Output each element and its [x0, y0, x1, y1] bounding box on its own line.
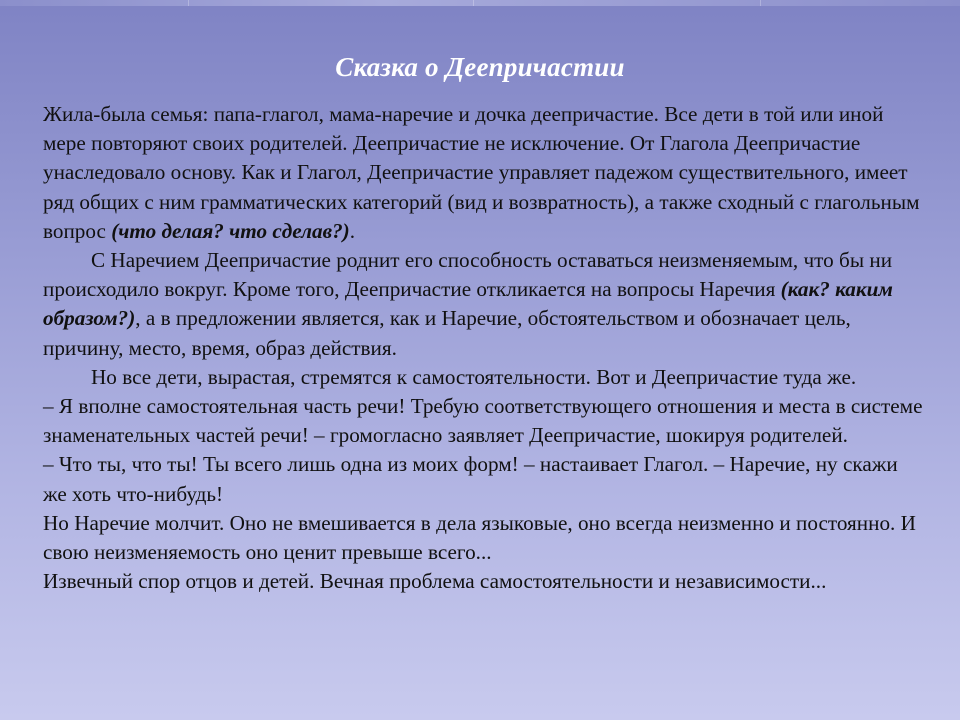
story-paragraph [43, 100, 923, 246]
paragraph-text: Но Наречие молчит. Оно не вмешивается в дела языковые, оно всегда неизменно и постоянно. И свою неизменяемость оно ценит превыше всего... [43, 510, 916, 565]
story-paragraph [43, 246, 923, 363]
band-segment [0, 0, 189, 6]
emphasized-question: (что делая? что сделав?) [111, 218, 350, 243]
paragraph-text: – Я вполне самостоятельная часть речи! Требую соответствующего отношения и места в системе знаменательных частей речи! – громогласно заявляет Деепричастие, шокируя родителей. [43, 394, 923, 448]
story-text-body [43, 100, 923, 596]
paragraph-text: Жила-была семья: папа-глагол, мама-наречие и дочка деепричастие. Все дети в той или иной мере повторяют своих родителей. Деепричастие не исключение. От Глагола Деепричастие унаследовало основу. Как и Глагол, Деепричастие управляет падежом существительного, имеет ряд общих с ним грамматических категорий (вид и возвратность), а также сходный с глагольным вопрос [43, 102, 920, 243]
paragraph-text: . [349, 218, 356, 243]
paragraph-text: С Наречием Деепричастие роднит его способность оставаться неизменяемым, что бы ни происходило вокруг. Кроме того, Деепричастие откликается на вопросы Наречия [43, 248, 893, 302]
paragraph-text: Но все дети, вырастая, стремятся к самостоятельности. Вот и Деепричастие туда же. [91, 364, 857, 389]
paragraph-text: , а в предложении является, как и Наречие, обстоятельством и обозначает цель, причину, место, время, образ действия. [43, 306, 851, 360]
story-paragraph [43, 392, 923, 450]
slide-title: Сказка о Деепричастии [335, 52, 625, 82]
paragraph-text: Извечный спор отцов и детей. Вечная проблема самостоятельности и независимости... [43, 569, 827, 594]
story-paragraph [43, 450, 923, 508]
top-decorative-band [0, 0, 960, 6]
emphasized-question: (как? каким образом?) [43, 277, 893, 331]
story-paragraph [43, 509, 923, 567]
band-segment [188, 0, 474, 6]
paragraph-text: – Что ты, что ты! Ты всего лишь одна из моих форм! – настаивает Глагол. – Наречие, ну скажи же хоть что-нибудь! [43, 452, 898, 506]
band-segment [473, 0, 761, 6]
story-paragraph [43, 567, 923, 596]
story-paragraph [43, 363, 923, 392]
